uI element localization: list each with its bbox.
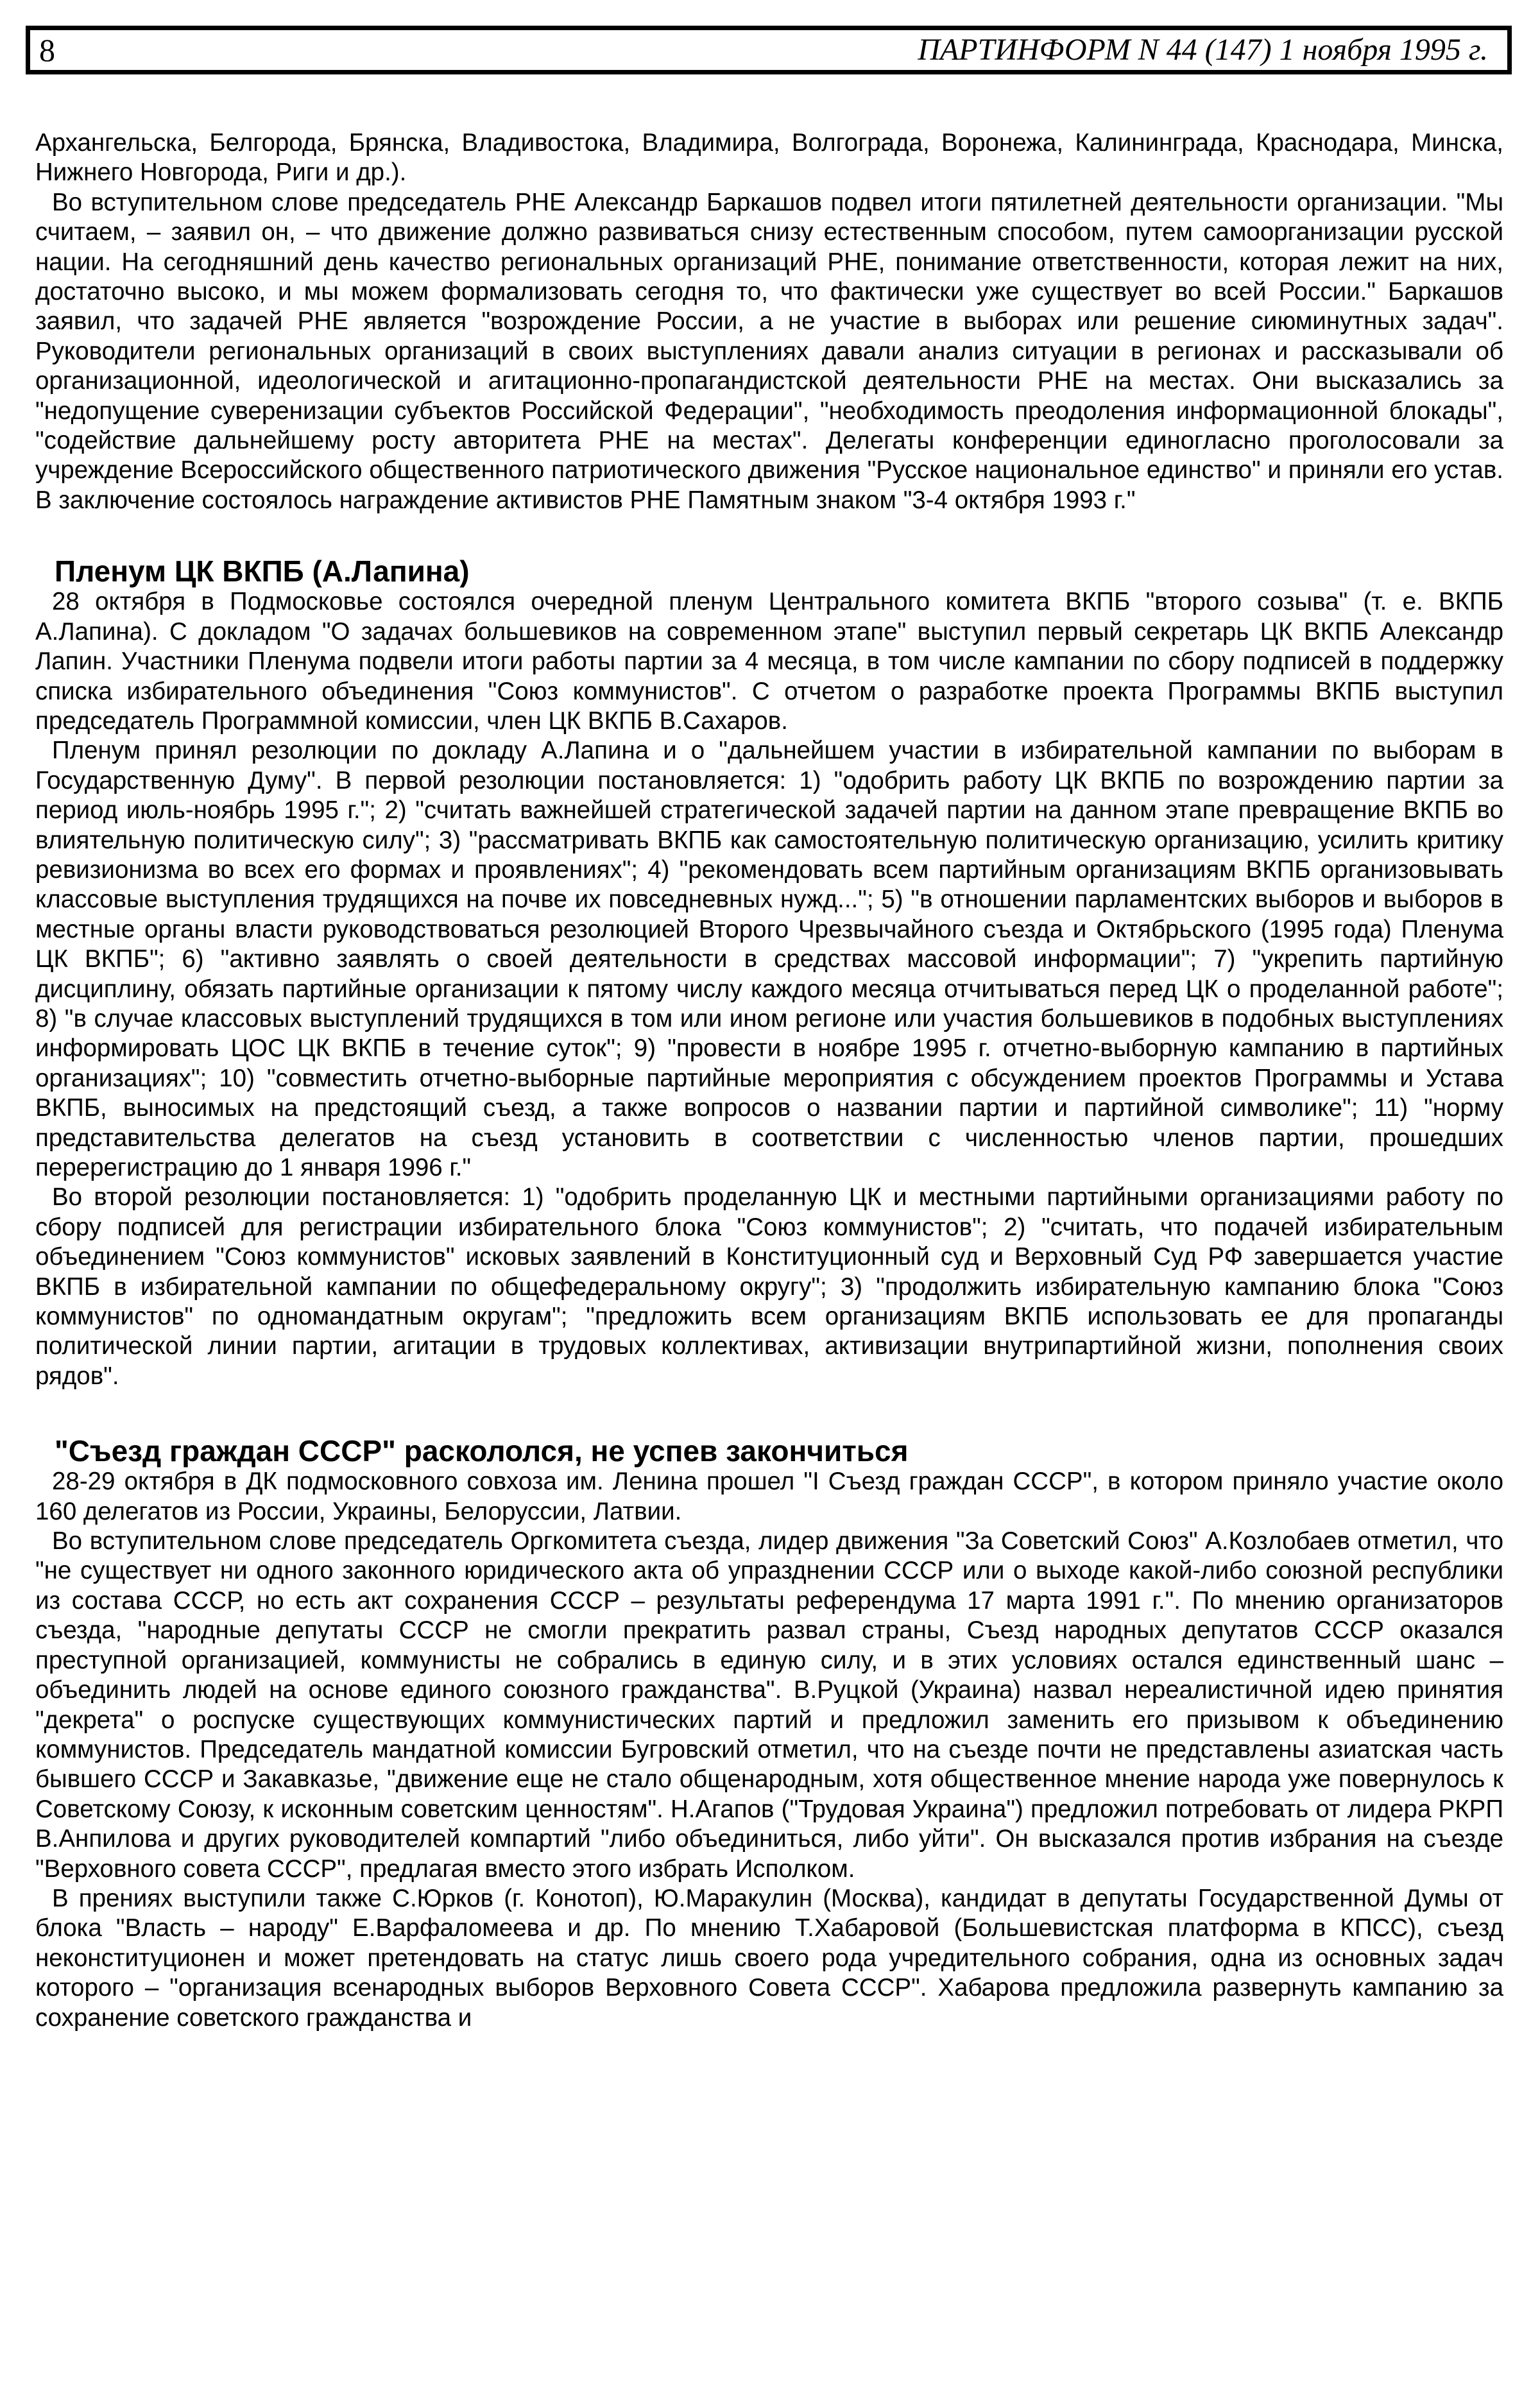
article-paragraph: Во вступительном слове председатель РНЕ Александр Баркашов подвел итоги пятилетней деятельности организации. "Мы считаем, – заявил он, – что движение должно развиваться снизу естественным способом, путем самоорганизации русской нации. На сегодняшний день качество региональных организаций РНЕ, понимание ответственности, которая лежит на них, достаточно высоко, и мы можем формализовать сегодня то, что фактически уже существует во всей России." Баркашов заявил, что задачей РНЕ является "возрождение России, а не участие в выборах или решение сиюминутных задач". Руководители региональных организаций в своих выступлениях давали анализ ситуации в регионах и рассказывали об организационной, идеологической и агитационно-пропагандистской деятельности РНЕ на местах. Они высказались за "недопущение суверенизации субъектов Российской Федерации", "необходимость преодоления информационной блокады", "содействие дальнейшему росту авторитета РНЕ на местах". Делегаты конференции единогласно проголосовали за учреждение Всероссийского общественного патриотического движения "Русское национальное единство" и приняли его устав. В заключение состоялось награждение активистов РНЕ Памятным знаком "3-4 октября 1993 г."	[35, 188, 1503, 514]
article-paragraph: Архангельска, Белгорода, Брянска, Владивостока, Владимира, Волгограда, Воронежа, Калининграда, Краснодара, Минска, Нижнего Новгорода, Риги и др.).	[35, 129, 1503, 187]
page-header	[26, 26, 1512, 74]
page-body	[35, 128, 1503, 2033]
article-paragraph: В прениях выступили также С.Юрков (г. Конотоп), Ю.Маракулин (Москва), кандидат в депутаты Государственной Думы от блока "Власть – народу" Е.Варфаломеева и др. По мнению Т.Хабаровой (Большевистская платформа в КПСС), съезд неконституционен и может претендовать на статус лишь своего рода учредительного собрания, одна из основных задач которого – "организация всенародных выборов Верховного Совета СССР". Хабарова предложила развернуть кампанию за сохранение советского гражданства и	[35, 1884, 1503, 2032]
article-paragraph: Пленум принял резолюции по докладу А.Лапина и о "дальнейшем участии в избирательной кампании по выборам в Государственную Думу". В первой резолюции постановляется: 1) "одобрить работу ЦК ВКПБ по возрождению партии за период июль-ноябрь 1995 г."; 2) "считать важнейшей стратегической задачей партии на данном этапе превращение ВКПБ во влиятельную политическую силу"; 3) "рассматривать ВКПБ как самостоятельную политическую организацию, усилить критику ревизионизма во всех его формах и проявлениях"; 4) "рекомендовать всем партийным организациям ВКПБ организовывать классовые выступления трудящихся на почве их повседневных нужд..."; 5) "в отношении парламентских выборов и выборов в местные органы власти руководствоваться резолюцией Второго Чрезвычайного съезда и Октябрьского (1995 года) Пленума ЦК ВКПБ"; 6) "активно заявлять о своей деятельности в средствах массовой информации"; 7) "укрепить партийную дисциплину, обязать партийные организации к пятому числу каждого месяца отчитываться перед ЦК о проделанной работе"; 8) "в случае классовых выступлений трудящихся в том или ином регионе или участия большевиков в подобных выступлениях информировать ЦОС ЦК ВКПБ в течение суток"; 9) "провести в ноябре 1995 г. отчетно-выборную кампанию в партийных организациях"; 10) "совместить отчетно-выборные партийные мероприятия с обсуждением проектов Программы и Устава ВКПБ, выносимых на предстоящий съезд, а также вопросов о названии партии и партийной символике"; 11) "норму представительства делегатов на съезд установить в соответствии с численностью членов партии, прошедших перерегистрацию до 1 января 1996 г."	[35, 737, 1503, 1181]
article-paragraph: Во второй резолюции постановляется: 1) "одобрить проделанную ЦК и местными партийными организациями работу по сбору подписей для регистрации избирательного блока "Союз коммунистов"; 2) "считать, что подачей избирательным объединением "Союз коммунистов" исковых заявлений в Конституционный суд и Верховный Суд РФ завершается участие ВКПБ в избирательной кампании по общефедеральному округу"; 3) "продолжить избирательную кампанию блока "Союз коммунистов" по одномандатным округам"; "предложить всем организациям ВКПБ использовать ее для пропаганды политической линии партии, агитации в трудовых коллективах, активизации внутрипартийной жизни, пополнения своих рядов".	[35, 1183, 1503, 1390]
page-number: 8	[39, 32, 55, 68]
article-title: "Съезд граждан СССР" раскололся, не успев закончиться	[55, 1434, 909, 1468]
article-rne-continued	[35, 128, 1503, 515]
article-title: Пленум ЦК ВКПБ (А.Лапина)	[55, 554, 470, 588]
article-plenum	[35, 555, 1503, 1391]
article-congress	[35, 1435, 1503, 2033]
article-paragraph: 28 октября в Подмосковье состоялся очередной пленум Центрального комитета ВКПБ "второго созыва" (т. е. ВКПБ А.Лапина). С докладом "О задачах большевиков на современном этапе" выступил первый секретарь ЦК ВКПБ Александр Лапин. Участники Пленума подвели итоги работы партии за 4 месяца, в том числе кампании по сбору подписей в поддержку списка избирательного объединения "Союз коммунистов". С отчетом о разработке проекта Программы ВКПБ выступил председатель Программной комиссии, член ЦК ВКПБ В.Сахаров.	[35, 588, 1503, 735]
article-paragraph: 28-29 октября в ДК подмосковного совхоза им. Ленина прошел "I Съезд граждан СССР", в котором приняло участие около 160 делегатов из России, Украины, Белоруссии, Латвии.	[35, 1468, 1503, 1525]
article-paragraph: Во вступительном слове председатель Оргкомитета съезда, лидер движения "За Советский Союз" А.Козлобаев отметил, что "не существует ни одного законного юридического акта об упразднении СССР или о выходе какой-либо союзной республики из состава СССР, но есть акт сохранения СССР – результаты референдума 17 марта 1991 г.". По мнению организаторов съезда, "народные депутаты СССР не смогли прекратить развал страны, Съезд народных депутатов СССР оказался преступной организацией, коммунисты не собрались в единую силу, и в этих условиях остался единственный шанс – объединить людей на основе единого союзного гражданства". В.Руцкой (Украина) назвал нереалистичной идею принятия "декрета" о роспуске существующих коммунистических партий и предложил заменить его призывом к объединению коммунистов. Председатель мандатной комиссии Бугровский отметил, что на съезде почти не представлены азиатская часть бывшего СССР и Закавказье, "движение еще не стало общенародным, хотя общественное мнение народа уже повернулось к Советскому Союзу, к исконным советским ценностям". Н.Агапов ("Трудовая Украина") предложил потребовать от лидера РКРП В.Анпилова и других руководителей компартий "либо объединиться, либо уйти". Он высказался против избрания на съезде "Верховного совета СССР", предлагая вместо этого избрать Исполком.	[35, 1527, 1503, 1883]
publication-issue: ПАРТИНФОРМ N 44 (147) 1 ноября 1995 г.	[918, 33, 1488, 67]
